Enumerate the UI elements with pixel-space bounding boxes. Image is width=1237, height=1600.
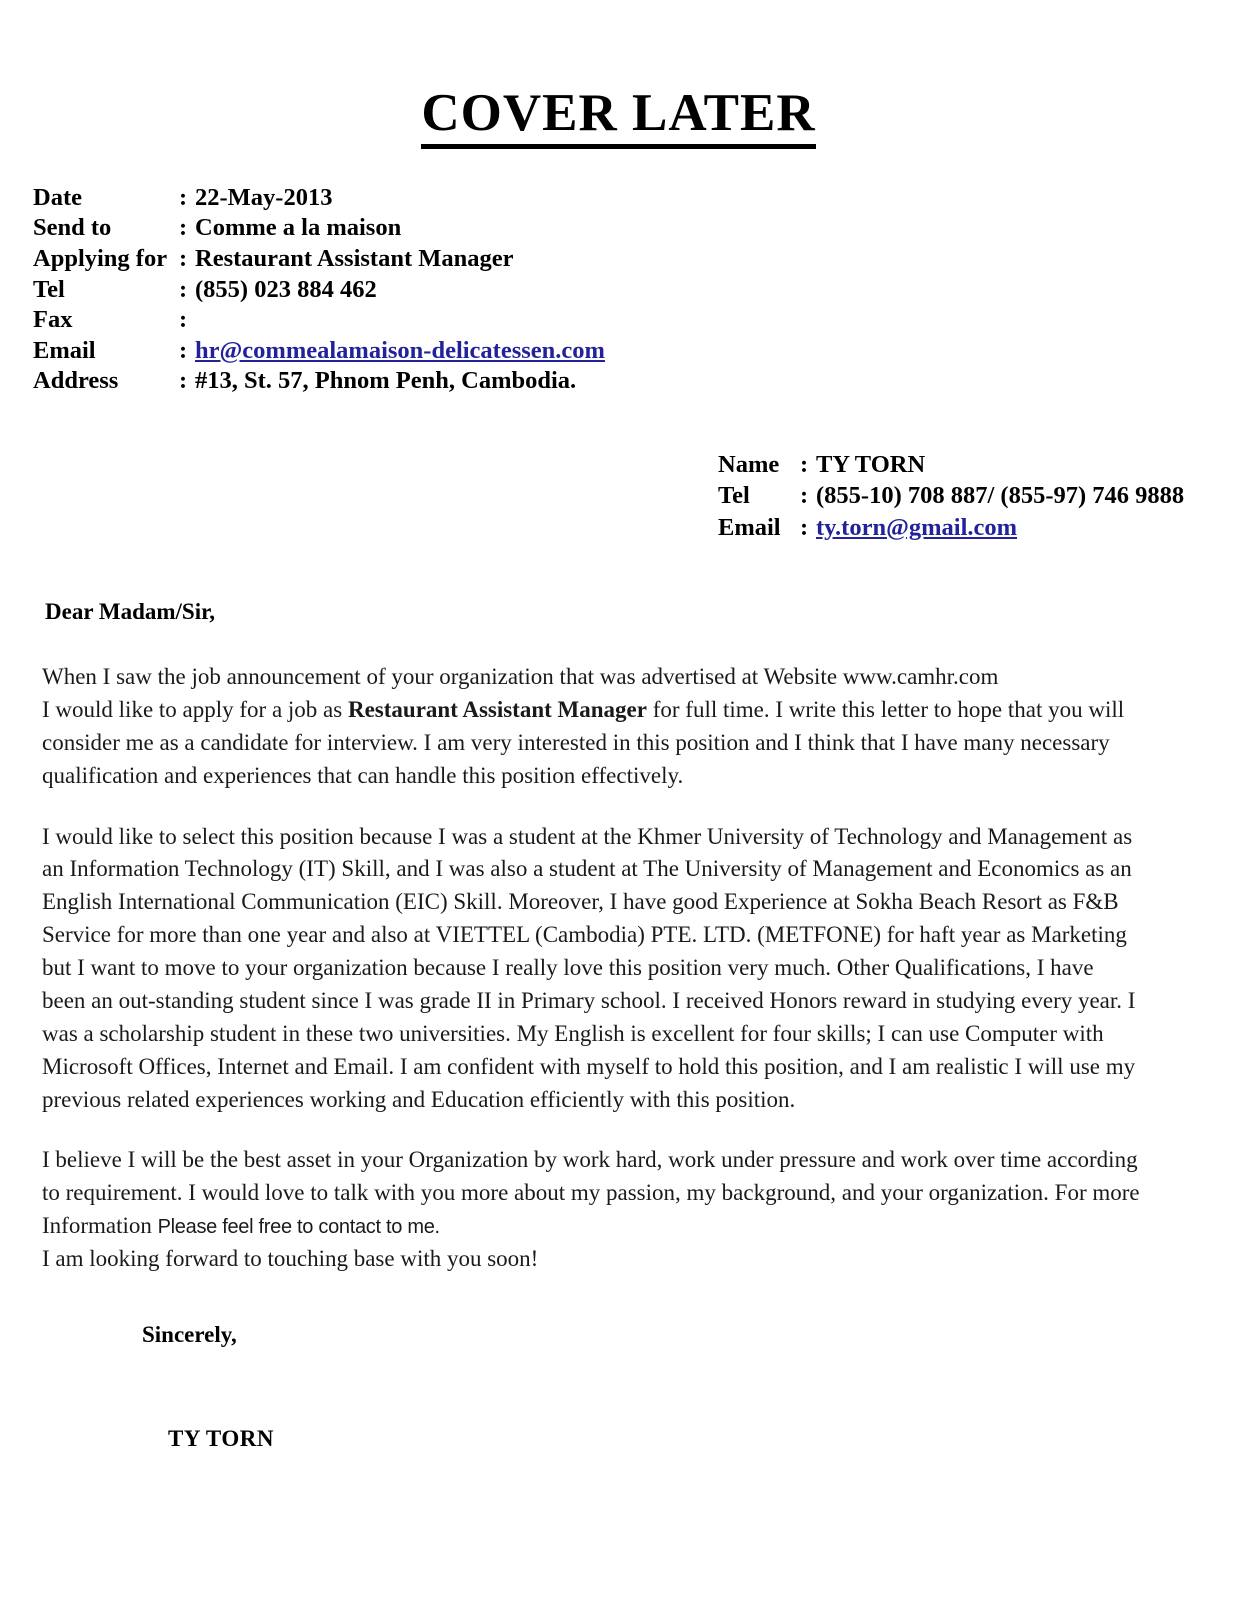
- info-row-email: [33, 336, 1237, 367]
- info-row-fax: [33, 305, 1237, 336]
- paragraph-1-line-3: consider me as a candidate for interview. I am very interested in this position and I think that I have many necessary: [42, 729, 1110, 755]
- info-value-applying-for: Restaurant Assistant Manager: [195, 244, 514, 272]
- info-value-tel: (855) 023 884 462: [195, 275, 377, 303]
- applicant-label-tel: Tel: [718, 482, 750, 510]
- paragraph-2-line-9: previous related experiences working and Education efficiently with this position.: [42, 1086, 796, 1112]
- signature-name: TY TORN: [168, 1425, 274, 1451]
- applicant-colon-tel: :: [800, 482, 809, 510]
- paragraph-2: [42, 821, 1207, 1117]
- paragraph-3-line-3-pre: Information: [42, 1213, 158, 1239]
- salutation: Dear Madam/Sir,: [45, 599, 215, 625]
- info-row-send-to: [33, 213, 1237, 244]
- paragraph-3-line-3: [42, 1210, 1207, 1243]
- info-colon-fax: :: [179, 306, 188, 334]
- info-colon-applying-for: :: [179, 244, 188, 272]
- page-title: COVER LATER: [421, 86, 815, 149]
- paragraph-2-line-8: Microsoft Offices, Internet and Email. I am confident with myself to hold this position, and I am realistic I will use my: [42, 1053, 1136, 1079]
- paragraph-1-line-4: qualification and experiences that can handle this position effectively.: [42, 762, 684, 788]
- info-colon-tel: :: [179, 275, 188, 303]
- info-value-address: #13, St. 57, Phnom Penh, Cambodia.: [195, 367, 577, 395]
- paragraph-1-job-title-bold: Restaurant Assistant Manager: [347, 696, 647, 722]
- info-label-send-to: Send to: [33, 214, 112, 242]
- info-label-applying-for: Applying for: [33, 244, 168, 272]
- paragraph-3-contact-note: Please feel free to contact to me.: [157, 1216, 440, 1239]
- info-colon-email: :: [179, 336, 188, 364]
- info-label-date: Date: [33, 183, 82, 211]
- info-row-applying-for: [33, 244, 1237, 275]
- paragraph-1-line-2-post: for full time. I write this letter to hope that you will: [646, 696, 1125, 722]
- info-label-email: Email: [33, 336, 96, 364]
- paragraph-1: [42, 661, 1207, 793]
- paragraph-2-line-4: Service for more than one year and also at VIETTEL (Cambodia) PTE. LTD. (METFONE) for haft year as Marketing: [42, 922, 1127, 948]
- paragraph-2-line-3: English International Communication (EIC) Skill. Moreover, I have good Experience at Sokha Beach Resort as F&B: [42, 889, 1119, 915]
- info-colon-date: :: [179, 183, 188, 211]
- recipient-info-block: [33, 183, 1237, 397]
- paragraph-2-line-6: been an out-standing student since I was grade II in Primary school. I received Honors reward in studying every year. I: [42, 987, 1136, 1013]
- applicant-row-tel: [718, 480, 1237, 511]
- info-row-date: [33, 183, 1237, 214]
- paragraph-3: [42, 1144, 1207, 1276]
- info-colon-address: :: [179, 367, 188, 395]
- info-value-date: 22-May-2013: [195, 183, 333, 211]
- applicant-value-tel: (855-10) 708 887/ (855-97) 746 9888: [816, 482, 1185, 510]
- applicant-colon-name: :: [800, 451, 809, 479]
- applicant-label-name: Name: [718, 451, 780, 479]
- applicant-label-email: Email: [718, 513, 781, 541]
- paragraph-3-line-2: to requirement. I would love to talk with you more about my passion, my background, and your organization. For more: [42, 1180, 1140, 1206]
- info-row-address: [33, 366, 1237, 397]
- paragraph-2-line-7: was a scholarship student in these two universities. My English is excellent for four skills; I can use Computer with: [42, 1020, 1104, 1046]
- paragraph-3-line-1: I believe I will be the best asset in your Organization by work hard, work under pressure and work over time according: [42, 1147, 1138, 1173]
- info-label-fax: Fax: [33, 306, 73, 334]
- paragraph-1-line-2: [42, 694, 1207, 727]
- page-title-container: [0, 0, 1237, 149]
- paragraph-1-line-2-pre: I would like to apply for a job as: [42, 696, 348, 722]
- info-label-tel: Tel: [33, 275, 65, 303]
- closing-salutation: Sincerely,: [142, 1321, 237, 1347]
- applicant-row-email: [718, 512, 1237, 543]
- recipient-email-link[interactable]: hr@commealamaison-delicatessen.com: [195, 336, 605, 364]
- applicant-email-link[interactable]: ty.torn@gmail.com: [816, 513, 1018, 541]
- paragraph-2-line-1: I would like to select this position because I was a student at the Khmer University of Technology and Management as: [42, 823, 1133, 849]
- applicant-info-block: [718, 449, 1237, 543]
- info-colon-send-to: :: [179, 214, 188, 242]
- applicant-row-name: [718, 449, 1237, 480]
- info-value-send-to: Comme a la maison: [195, 214, 402, 242]
- paragraph-3-line-4: I am looking forward to touching base with you soon!: [42, 1246, 539, 1272]
- info-label-address: Address: [33, 367, 119, 395]
- paragraph-2-line-5: but I want to move to your organization because I really love this position very much. Other Qualifications, I have: [42, 955, 1094, 981]
- applicant-value-name: TY TORN: [816, 451, 926, 479]
- paragraph-2-line-2: an Information Technology (IT) Skill, and I was also a student at The University of Management and Economics as an: [42, 856, 1132, 882]
- paragraph-1-line-1: When I saw the job announcement of your organization that was advertised at Website www.camhr.com: [42, 664, 999, 690]
- applicant-colon-email: :: [800, 513, 809, 541]
- info-row-tel: [33, 275, 1237, 306]
- letter-body: [42, 599, 1207, 1452]
